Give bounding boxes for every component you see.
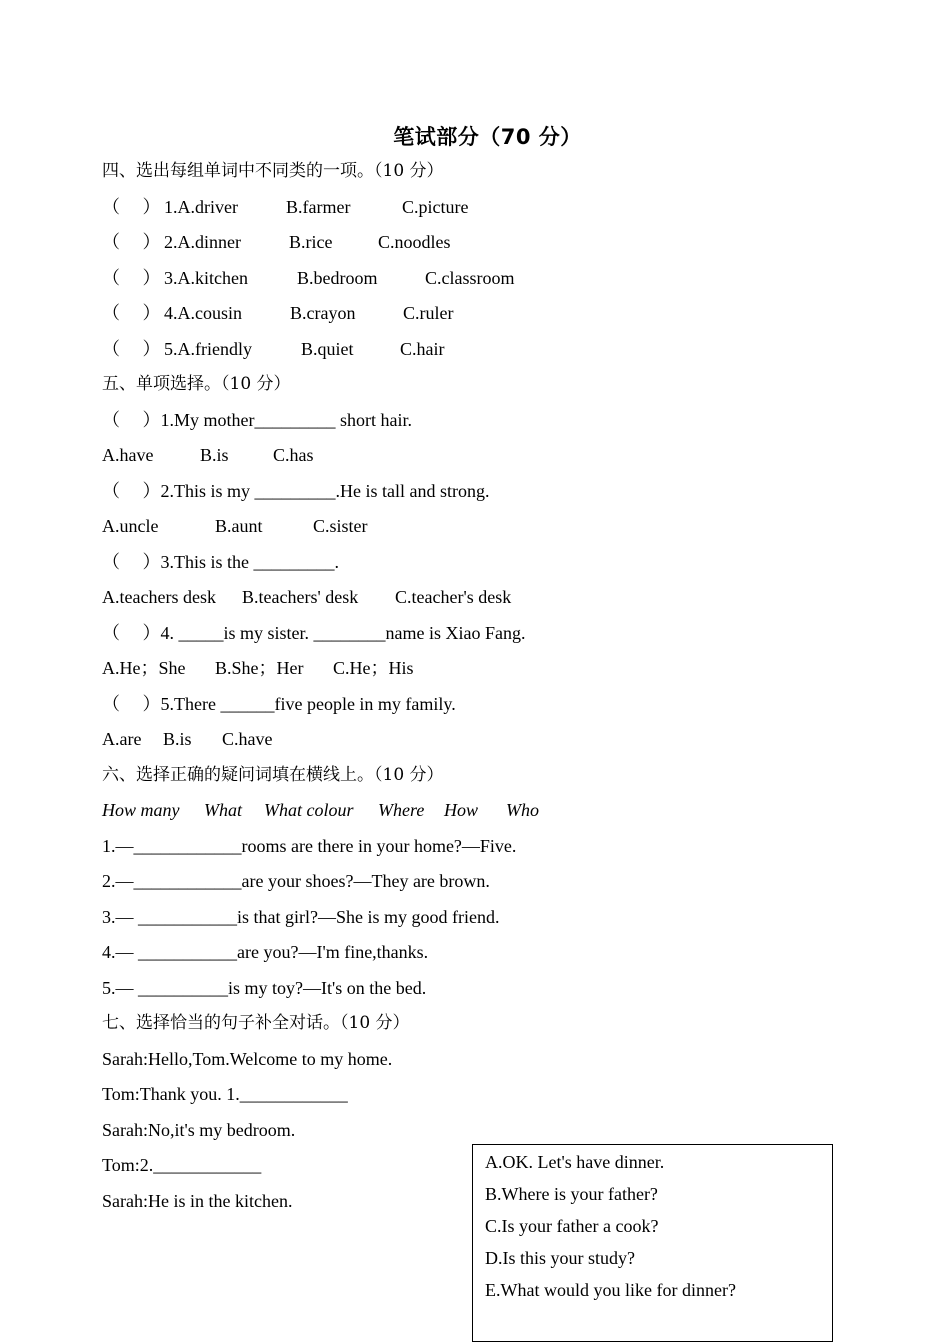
option-a: 5.A.friendly [164,338,252,359]
s6-line-3: 3.— ___________is that girl?—She is my good friend. [102,906,500,927]
option-a: 2.A.dinner [164,232,241,252]
word-bank [102,793,862,829]
option-c: C.ruler [403,303,454,323]
option-c: C.He；His [333,658,414,678]
dialogue-line: Tom:2.____________ [102,1155,262,1175]
section-5-heading: 五、单项选择。（10 分） [102,374,291,394]
page-title: 笔试部分（70 分） [393,125,582,149]
s5-question-2: （ ）2.This is my _________.He is tall and strong. [102,480,490,501]
option-c: C.have [222,729,273,749]
dialogue-line: Sarah:He is in the kitchen. [102,1190,293,1211]
dialogue-option: B.Where is your father? [485,1184,658,1204]
s6-line-2: 2.—____________are your shoes?—They are brown. [102,871,490,891]
word-bank-item: Who [506,800,539,820]
dialogue-option: E.What would you like for dinner? [485,1280,736,1300]
dialogue-line: Sarah:Hello,Tom.Welcome to my home. [102,1048,393,1069]
s4-item-2 [102,225,862,261]
word-bank-item: How many [102,800,180,820]
dialogue-option: C.Is your father a cook? [485,1216,659,1236]
exam-content [102,154,862,1219]
option-c: C.picture [402,196,469,217]
option-a: A.have [102,445,154,465]
s5-question-4: （ ）4. _____is my sister. ________name is Xiao Fang. [102,622,526,643]
option-a: A.are [102,729,142,749]
option-b: B.aunt [215,516,263,536]
option-a: 1.A.driver [164,196,238,217]
option-c: C.has [273,445,314,465]
s5-options-3 [102,580,862,616]
option-b: B.rice [289,232,333,252]
s6-line-4: 4.— ___________are you?—I'm fine,thanks. [102,942,429,962]
answer-bracket: （ ） [102,338,161,359]
option-b: B.bedroom [297,267,378,288]
option-c: C.sister [313,516,368,536]
section-4-heading: 四、选出每组单词中不同类的一项。（10 分） [102,161,444,181]
s4-item-4 [102,296,862,332]
option-a: A.teachers desk [102,587,216,607]
dialogue-option: D.Is this your study? [485,1248,635,1268]
s5-question-3: （ ）3.This is the _________. [102,551,339,572]
option-b: B.She；Her [215,658,304,678]
s6-line-1: 1.—____________rooms are there in your home?—Five. [102,835,517,856]
dialogue-options-box [472,1144,833,1342]
option-b: B.crayon [290,303,356,323]
dialogue-option: A.OK. Let's have dinner. [485,1152,665,1172]
answer-bracket: （ ） [102,303,161,323]
option-c: C.teacher's desk [395,587,512,607]
word-bank-item: How [444,800,479,820]
option-a: A.He；She [102,658,186,678]
s6-line-5: 5.— __________is my toy?—It's on the bed. [102,977,427,998]
word-bank-item: What [204,800,242,820]
answer-bracket: （ ） [102,232,161,252]
answer-bracket: （ ） [102,196,161,217]
section-6-heading: 六、选择正确的疑问词填在横线上。（10 分） [102,764,444,785]
s4-item-5 [102,332,862,368]
s4-item-3 [102,261,862,297]
dialogue-line: Tom:Thank you. 1.____________ [102,1084,348,1104]
s5-options-1 [102,438,862,474]
option-a: 3.A.kitchen [164,267,248,288]
option-b: B.farmer [286,196,351,217]
s5-question-1: （ ）1.My mother_________ short hair. [102,409,412,430]
option-a: A.uncle [102,516,159,536]
option-a: 4.A.cousin [164,303,242,323]
option-b: B.is [200,445,229,465]
s5-options-4 [102,651,862,687]
s4-item-1 [102,190,862,226]
option-b: B.is [163,729,192,749]
dialogue-line: Sarah:No,it's my bedroom. [102,1119,296,1140]
option-b: B.teachers' desk [242,587,359,607]
s5-options-5 [102,722,862,758]
answer-bracket: （ ） [102,267,161,288]
word-bank-item: What colour [264,800,354,820]
option-b: B.quiet [301,338,354,359]
option-c: C.noodles [378,232,451,252]
s5-options-2 [102,509,862,545]
s5-question-5: （ ）5.There ______five people in my family. [102,693,456,714]
word-bank-item: Where [378,800,425,820]
option-c: C.classroom [425,267,515,288]
section-7-heading: 七、选择恰当的句子补全对话。（10 分） [102,1013,410,1033]
option-c: C.hair [400,338,445,359]
